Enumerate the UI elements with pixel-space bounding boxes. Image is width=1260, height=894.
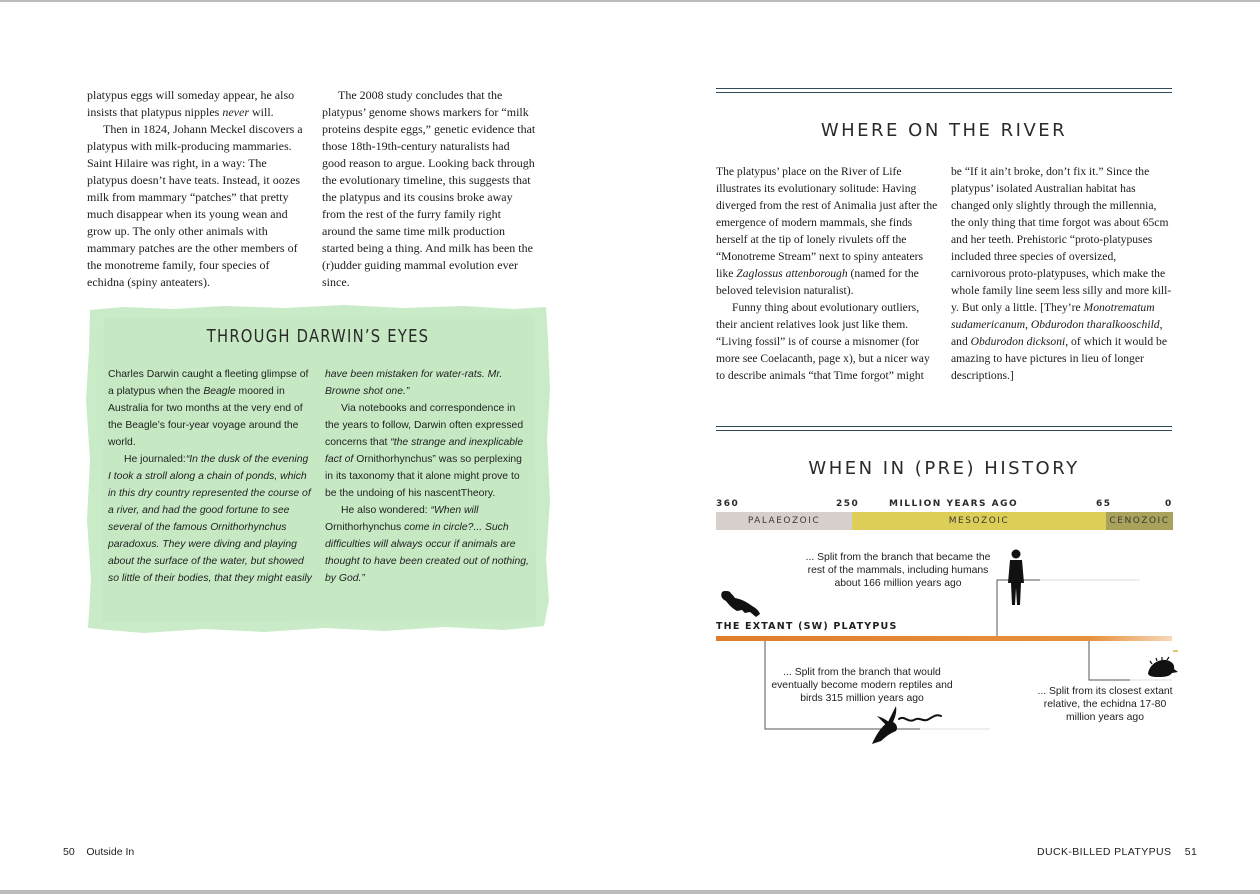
right-column-1: [716, 163, 938, 384]
left-column-2: [322, 87, 536, 291]
running-title: Outside In: [86, 846, 135, 858]
branch-line-echidna: [1089, 641, 1172, 680]
branch-line-mammals: [997, 580, 1140, 636]
page-number: 50: [63, 846, 75, 858]
left-column-1: [87, 87, 305, 291]
note-reptiles-split: ... Split from the branch that would eventually become modern reptiles and birds 315 million years ago: [771, 667, 953, 704]
paragraph: The 2008 study concludes that the platypus’ genome shows markers for “milk proteins despite eggs,” genetic evidence that those 18th-19th-century naturalists had good reason to argue. Looking back through the evolutionary timeline, this suggests that the platypus and its cousins broke away from the rest of the furry family right around the same time milk production started being a thing. And milk has been the (r)udder guiding mammal evolution ever since.: [322, 88, 536, 289]
page-number: 51: [1184, 846, 1198, 858]
paragraph: He journaled:“In the dusk of the evening I took a stroll along a chain of ponds, which in this dry country represented the course of a river, and had the good fortune to see several of the famous Ornithorhynchus paradoxus. They were diving and playing about the surface of the water, but showed so little of their bodies, that they might easily: [108, 454, 312, 584]
bird-icon: [872, 706, 897, 744]
paragraph: Charles Darwin caught a fleeting glimpse of a platypus when the Beagle moored in Australia for two months at the very end of the Beagle’s four-year voyage around the world.: [108, 369, 309, 448]
echidna-icon: [1148, 657, 1178, 677]
era-palaeozoic: PALAEOZOIC: [716, 512, 852, 530]
paragraph: Funny thing about evolutionary outliers, their ancient relatives look just like them. “Living fossil” is of course a misnomer (for more see Coelacanth, page x), but a nicer way to describe animals “that Time forgot” might: [716, 301, 930, 382]
tick-label: 250: [836, 499, 860, 509]
paragraph: Then in 1824, Johann Meckel discovers a platypus with milk-producing mammaries. Saint Hilaire was right, in a way: The platypus doesn’t have teats. Instead, it oozes milk from mammary “patches” that pretty much disappear when its young wean and grow up. The only other animals with mammary patches are the other members of the monotreme family, four species of echidna (spiny anteaters).: [87, 122, 303, 289]
note-echidna-split: ... Split from its closest extant relative, the echidna 17-80 million years ago: [1037, 686, 1173, 723]
footer-right: [1037, 846, 1197, 858]
paragraph: be “If it ain’t broke, don’t fix it.” Since the platypus’ isolated Australian habitat has changed only slightly through the millennia, the only thing that time forgot was about 65cm and her teeth. Prehistoric “proto-platypuses included three species of oversized, carnivorous proto-platypuses, which make the whole family line seem less silly and more kill-y. But only a little. [They’re Monotrematum sudamericanum, Obdurodon tharalkooschild, and Obdurodon dicksoni, of which it would be amazing to have pictures in lieu of longer descriptions.]: [951, 165, 1172, 382]
running-title: DUCK-BILLED PLATYPUS: [1037, 846, 1172, 858]
era-mesozoic: MESOZOIC: [852, 512, 1106, 530]
human-icon: [1008, 550, 1024, 606]
era-cenozoic: CENOZOIC: [1106, 512, 1173, 530]
tick-label: 360: [716, 499, 740, 509]
paragraph: Via notebooks and correspondence in the years to follow, Darwin often expressed concerns that “the strange and inexplicable fact of Ornithorhynchus” was so perplexing in its taxonomy that it alone might prove to be the undoing of his nascentTheory.: [325, 403, 524, 499]
tick-label: 0: [1165, 499, 1173, 509]
paragraph: The platypus’ place on the River of Life illustrates its evolutionary solitude: Having diverged from the rest of Animalia just after the emergence of modern mammals, she finds herself at the tip of lonely rivulets off the “Monotreme Stream” next to spiny anteaters like Zaglossus attenborough (named for the beloved television naturalist).: [716, 165, 938, 297]
tick-label: 65: [1096, 499, 1112, 509]
snake-icon: [899, 715, 941, 720]
axis-title: MILLION YEARS AGO: [889, 499, 1019, 509]
note-mammals-split: ... Split from the branch that became the rest of the mammals, including humans about 166 million years ago: [805, 552, 991, 589]
platypus-lineage-line: [716, 636, 1172, 641]
extant-platypus-label: THE EXTANT (SW) PLATYPUS: [716, 621, 898, 632]
sidebar-column-2: [325, 366, 531, 587]
section-title-river: WHERE ON THE RIVER: [820, 120, 1068, 141]
section-rule: [716, 426, 1172, 431]
footer-left: [63, 846, 134, 858]
paragraph: have been mistaken for water-rats. Mr. Browne shot one.”: [325, 369, 503, 397]
paragraph: He also wondered: “When will Ornithorhynchus come in circle?... Such difficulties will always occur if animals are thought to have been created out of nothing, by God.”: [325, 505, 529, 584]
platypus-icon: [721, 591, 760, 617]
page-bottom-border: [0, 890, 1260, 894]
sidebar-column-1: [108, 366, 312, 587]
paragraph: platypus eggs will someday appear, he also insists that platypus nipples never will.: [87, 88, 295, 119]
page-top-border: [0, 0, 1260, 2]
section-title-history: WHEN IN (PRE) HISTORY: [808, 458, 1080, 479]
section-rule: [716, 88, 1172, 93]
sidebar-title: THROUGH DARWIN’S EYES: [206, 326, 430, 347]
right-column-2: [951, 163, 1173, 384]
